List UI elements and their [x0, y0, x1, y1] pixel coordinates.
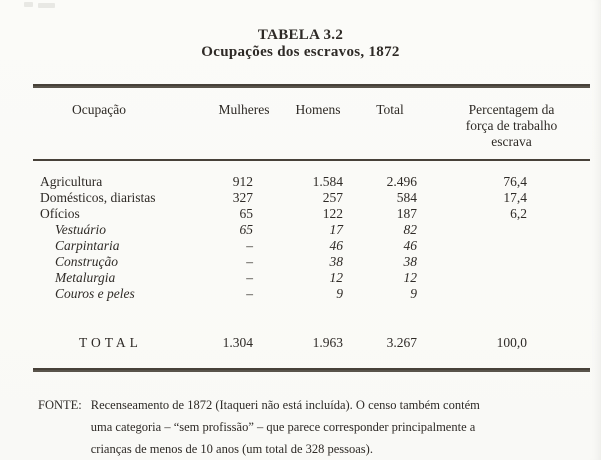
cell-total: 46 [403, 238, 417, 253]
cell-women: – [246, 238, 253, 253]
table-row [33, 174, 590, 190]
header-percentage [427, 102, 590, 150]
total-women: 1.304 [222, 335, 253, 350]
cell-women: 912 [232, 174, 253, 189]
row-label: Vestuário [55, 222, 107, 237]
table-subrow [33, 254, 590, 270]
bottom-rule [33, 368, 590, 372]
cell-men: 1.584 [312, 174, 343, 189]
source-note-line2: uma categoria – “sem profissão” – que parece corresponder principalmente a [90, 420, 476, 434]
source-note [38, 394, 589, 460]
cell-men: 9 [336, 286, 343, 301]
occupations-table [33, 84, 590, 372]
header-total: Total [376, 102, 404, 117]
row-label: Ofícios [40, 206, 80, 221]
total-total: 3.267 [386, 335, 417, 350]
source-note-line1: Recenseamento de 1872 (Itaqueri não está incluída). O censo também contém [90, 398, 480, 412]
row-label: Metalurgia [55, 270, 116, 285]
table-total-row [33, 335, 590, 351]
scan-artifact [38, 3, 55, 8]
cell-total: 12 [403, 270, 417, 285]
table-number: TABELA 3.2 [257, 27, 344, 43]
table-body [33, 161, 590, 351]
cell-men: 38 [329, 254, 343, 269]
cell-men: 12 [329, 270, 343, 285]
cell-total: 82 [403, 222, 417, 237]
table-row [33, 206, 590, 222]
scan-artifact [24, 2, 33, 7]
header-percentage-line2: força de trabalho [465, 118, 558, 133]
total-label: TOTAL [79, 335, 142, 350]
header-percentage-line3: escrava [491, 134, 532, 149]
row-label: Construção [55, 254, 119, 269]
cell-percentage: 17,4 [503, 190, 527, 205]
cell-men: 46 [329, 238, 343, 253]
cell-women: – [246, 286, 253, 301]
total-percentage: 100,0 [496, 335, 527, 350]
cell-women: 65 [239, 206, 253, 221]
header-percentage-line1: Percentagem da [468, 102, 555, 117]
cell-women: – [246, 254, 253, 269]
table-header-row [33, 88, 590, 150]
cell-men: 17 [329, 222, 343, 237]
cell-percentage [427, 270, 590, 286]
row-label: Couros e peles [55, 286, 135, 301]
cell-women: 65 [239, 222, 253, 237]
table-subrow [33, 270, 590, 286]
table-subrow [33, 238, 590, 254]
header-men: Homens [295, 102, 341, 117]
cell-women: – [246, 270, 253, 285]
cell-total: 187 [396, 206, 417, 221]
row-label: Agricultura [40, 174, 103, 189]
total-men: 1.963 [312, 335, 343, 350]
cell-percentage [427, 286, 590, 302]
table-caption: Ocupações dos escravos, 1872 [201, 44, 400, 60]
table-subrow [33, 286, 590, 302]
cell-total: 2.496 [386, 174, 417, 189]
cell-percentage [427, 254, 590, 270]
cell-percentage: 6,2 [510, 206, 527, 221]
cell-total: 38 [403, 254, 417, 269]
cell-women: 327 [232, 190, 253, 205]
row-label: Carpintaria [55, 238, 120, 253]
source-note-text [91, 394, 480, 460]
cell-men: 122 [322, 206, 343, 221]
table-title [0, 0, 601, 61]
table-row [33, 190, 590, 206]
row-label: Domésticos, diaristas [40, 190, 156, 205]
source-note-line3: crianças de menos de 10 anos (um total de 328 pessoas). [90, 442, 373, 456]
cell-percentage: 76,4 [503, 174, 527, 189]
cell-total: 584 [396, 190, 417, 205]
cell-percentage [427, 222, 590, 238]
header-occupation: Ocupação [72, 102, 126, 117]
source-note-label: FONTE: [38, 398, 82, 412]
header-women: Mulheres [218, 102, 270, 117]
cell-percentage [427, 238, 590, 254]
table-subrow [33, 222, 590, 238]
cell-men: 257 [322, 190, 343, 205]
cell-total: 9 [410, 286, 417, 301]
